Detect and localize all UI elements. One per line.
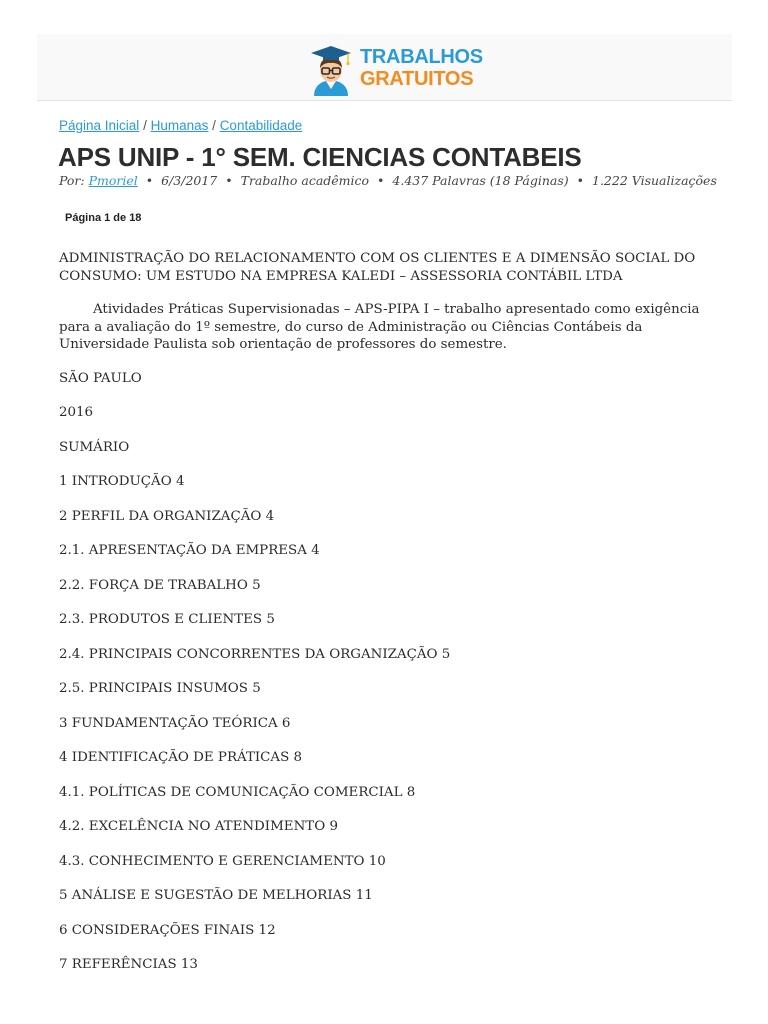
document-line: 4.1. POLÍTICAS DE COMUNICAÇÃO COMERCIAL 8 (59, 784, 416, 800)
breadcrumb-separator: / (212, 118, 216, 133)
site-header (37, 34, 732, 101)
document-meta (59, 173, 749, 188)
document-line: 4 IDENTIFICAÇÃO DE PRÁTICAS 8 (59, 750, 303, 765)
logo-wordmark (360, 46, 483, 90)
document-line: 2.2. FORÇA DE TRABALHO 5 (59, 577, 261, 593)
document-line: 2.5. PRINCIPAIS INSUMOS 5 (59, 681, 261, 696)
breadcrumb-contabilidade-link[interactable]: Contabilidade (219, 118, 303, 133)
document-line: 4.3. CONHECIMENTO E GERENCIAMENTO 10 (59, 853, 386, 869)
document-line: 3 FUNDAMENTAÇÃO TEÓRICA 6 (59, 715, 291, 731)
document-lines (59, 370, 719, 974)
meta-bullet: • (377, 173, 385, 188)
logo-line-1: TRABALHOS (360, 46, 483, 68)
author-link[interactable]: Pmoriel (88, 173, 138, 188)
document-line: 2 PERFIL DA ORGANIZAÇÃO 4 (59, 508, 275, 524)
meta-views: 1.222 Visualizações (592, 173, 717, 188)
page-indicator: Página 1 de 18 (65, 212, 142, 224)
document-paragraph: Atividades Práticas Supervisionadas – APS-PIPA I – trabalho apresentado como exigência para a avaliação do 1º semestre, do curso de Administração ou Ciências Contábeis da Universidade Paulista sob orientação de professores do semestre. (59, 302, 700, 352)
document-line: 5 ANÁLISE E SUGESTÃO DE MELHORIAS 11 (59, 888, 373, 903)
meta-by-label: Por: (59, 173, 85, 188)
meta-bullet: • (225, 173, 233, 188)
meta-bullet: • (145, 173, 154, 188)
site-logo[interactable] (308, 44, 483, 96)
breadcrumb-humanas-link[interactable]: Humanas (150, 118, 209, 133)
meta-bullet: • (576, 173, 585, 188)
document-line: 2016 (59, 405, 94, 420)
breadcrumb-home-link[interactable]: Página Inicial (59, 118, 140, 133)
meta-words: 4.437 Palavras (18 Páginas) (392, 173, 569, 188)
document-line: 2.1. APRESENTAÇÃO DA EMPRESA 4 (59, 543, 320, 558)
meta-type: Trabalho acadêmico (240, 173, 370, 188)
document-line: 7 REFERÊNCIAS 13 (59, 957, 198, 972)
document-line: 4.2. EXCELÊNCIA NO ATENDIMENTO 9 (59, 819, 338, 834)
document-line: SÃO PAULO (59, 370, 142, 386)
graduate-mascot-icon (308, 44, 354, 96)
document-line: 6 CONSIDERAÇÕES FINAIS 12 (59, 922, 276, 938)
breadcrumb (59, 118, 302, 133)
logo-line-2: GRATUITOS (360, 68, 474, 90)
document-body (59, 250, 719, 991)
document-line: 2.4. PRINCIPAIS CONCORRENTES DA ORGANIZAÇÃO 5 (59, 646, 451, 662)
document-heading: ADMINISTRAÇÃO DO RELACIONAMENTO COM OS CLIENTES E A DIMENSÃO SOCIAL DO CONSUMO: UM ESTUDO NA EMPRESA KALEDI – ASSESSORIA CONTÁBIL LTDA (59, 251, 696, 284)
meta-date: 6/3/2017 (161, 173, 218, 188)
breadcrumb-separator: / (143, 118, 147, 133)
document-line: SUMÁRIO (59, 439, 130, 455)
document-line: 2.3. PRODUTOS E CLIENTES 5 (59, 612, 275, 627)
document-line: 1 INTRODUÇÃO 4 (59, 474, 185, 489)
page-title: APS UNIP - 1° SEM. CIENCIAS CONTABEIS (58, 142, 582, 172)
